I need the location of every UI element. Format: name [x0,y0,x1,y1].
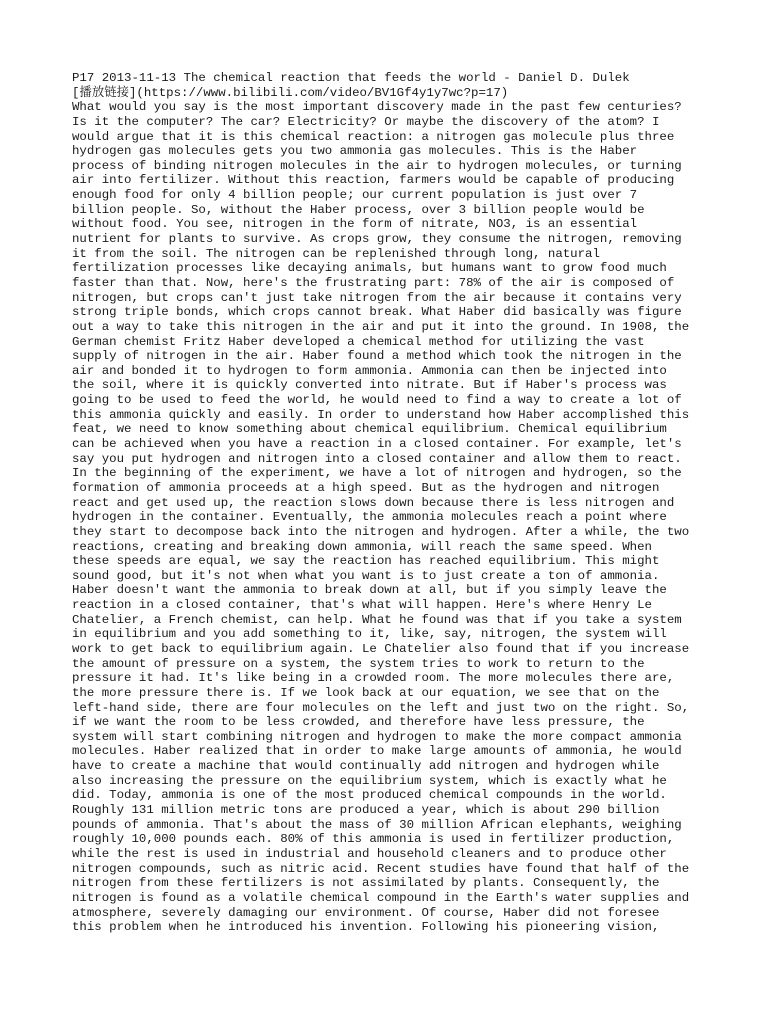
text-line: Roughly 131 million metric tons are produced a year, which is about 290 billion [72,803,660,818]
text-line: this problem when he introduced his invention. Following his pioneering vision, [72,920,660,935]
text-line: nitrogen compounds, such as nitric acid. Recent studies have found that half of the [72,861,690,876]
text-line: react and get used up, the reaction slows down because there is less nitrogen and [72,495,675,510]
text-line: hydrogen gas molecules gets you two ammonia gas molecules. This is the Haber [72,144,638,159]
text-line: Haber doesn't want the ammonia to break down at all, but if you simply leave the [72,583,667,598]
text-line: formation of ammonia proceeds at a high speed. But as the hydrogen and nitrogen [72,480,660,495]
text-line: the more pressure there is. If we look back at our equation, we see that on the [72,685,660,700]
text-line: air into fertilizer. Without this reaction, farmers would be capable of producing [72,173,675,188]
text-line: the amount of pressure on a system, the system tries to work to return to the [72,656,645,671]
text-line: if we want the room to be less crowded, and therefore have less pressure, the [72,715,645,730]
text-line: atmosphere, severely damaging our environment. Of course, Haber did not foresee [72,905,660,920]
text-line: the soil, where it is quickly converted into nitrate. But if Haber's process was [72,378,667,393]
text-line: Is it the computer? The car? Electricity? Or maybe the discovery of the atom? I [72,114,660,129]
text-line: reaction in a closed container, that's what will happen. Here's where Henry Le [72,598,652,613]
text-line: faster than that. Now, here's the frustrating part: 78% of the air is composed of [72,275,675,290]
text-line: reactions, creating and breaking down ammonia, will reach the same speed. When [72,539,652,554]
text-line: system will start combining nitrogen and hydrogen to make the more compact ammonia [72,729,682,744]
text-line: nutrient for plants to survive. As crops grow, they consume the nitrogen, removing [72,232,682,247]
text-line: feat, we need to know something about chemical equilibrium. Chemical equilibrium [72,422,667,437]
text-line: say you put hydrogen and nitrogen into a closed container and allow them to react. [72,451,682,466]
text-line: this ammonia quickly and easily. In order to understand how Haber accomplished this [72,407,690,422]
source-link-line: [播放链接](https://www.bilibili.com/video/BV1Gf4y1y7wc?p=17) [72,85,509,100]
text-line: Chatelier, a French chemist, can help. What he found was that if you take a system [72,612,682,627]
text-line: pressure it had. It's like being in a crowded room. The more molecules there are, [72,671,675,686]
text-line: can be achieved when you have a reaction in a closed container. For example, let's [72,437,682,452]
text-line: also increasing the pressure on the equilibrium system, which is exactly what he [72,773,667,788]
text-line: enough food for only 4 billion people; our current population is just over 7 [72,188,638,203]
text-line: billion people. So, without the Haber process, over 3 billion people would be [72,202,645,217]
text-line: without food. You see, nitrogen in the form of nitrate, NO3, is an essential [72,217,638,232]
text-line: in equilibrium and you add something to it, like, say, nitrogen, the system will [72,627,667,642]
text-line: did. Today, ammonia is one of the most produced chemical compounds in the world. [72,788,667,803]
document-body [72,71,712,935]
text-line: hydrogen in the container. Eventually, the ammonia molecules reach a point where [72,510,667,525]
text-line: molecules. Haber realized that in order to make large amounts of ammonia, he would [72,744,682,759]
text-line: while the rest is used in industrial and household cleaners and to produce other [72,846,667,861]
text-line: In the beginning of the experiment, we have a lot of nitrogen and hydrogen, so the [72,466,682,481]
text-line: these speeds are equal, we say the reaction has reached equilibrium. This might [72,554,660,569]
text-line: pounds of ammonia. That's about the mass of 30 million African elephants, weighing [72,817,682,832]
text-line: going to be used to feed the world, he would need to find a way to create a lot of [72,393,682,408]
text-line: nitrogen, but crops can't just take nitrogen from the air because it contains very [72,290,682,305]
text-line: strong triple bonds, which crops cannot break. What Haber did basically was figure [72,305,682,320]
text-line: it from the soil. The nitrogen can be replenished through long, natural [72,246,600,261]
text-line: German chemist Fritz Haber developed a chemical method for utilizing the vast [72,334,645,349]
text-line: nitrogen is found as a volatile chemical compound in the Earth's water supplies and [72,890,690,905]
text-line: sound good, but it's not when what you want is to just create a ton of ammonia. [72,568,660,583]
text-line: they start to decompose back into the nitrogen and hydrogen. After a while, the two [72,524,690,539]
text-line: air and bonded it to hydrogen to form ammonia. Ammonia can then be injected into [72,363,667,378]
text-line: left-hand side, there are four molecules on the left and just two on the right. So, [72,700,690,715]
text-line: out a way to take this nitrogen in the air and put it into the ground. In 1908, the [72,319,690,334]
text-line: fertilization processes like decaying animals, but humans want to grow food much [72,261,667,276]
text-line: supply of nitrogen in the air. Haber found a method which took the nitrogen in the [72,349,682,364]
text-line: work to get back to equilibrium again. Le Chatelier also found that if you increase [72,641,690,656]
text-line: have to create a machine that would continually add nitrogen and hydrogen while [72,759,660,774]
text-line: would argue that it is this chemical reaction: a nitrogen gas molecule plus three [72,129,675,144]
text-line: roughly 10,000 pounds each. 80% of this ammonia is used in fertilizer production, [72,832,675,847]
text-line: What would you say is the most important discovery made in the past few centuries? [72,100,682,115]
document-title-line: P17 2013-11-13 The chemical reaction that feeds the world - Daniel D. Dulek [72,71,630,85]
text-line: process of binding nitrogen molecules in the air to hydrogen molecules, or turning [72,158,682,173]
text-line: nitrogen from these fertilizers is not assimilated by plants. Consequently, the [72,876,660,891]
